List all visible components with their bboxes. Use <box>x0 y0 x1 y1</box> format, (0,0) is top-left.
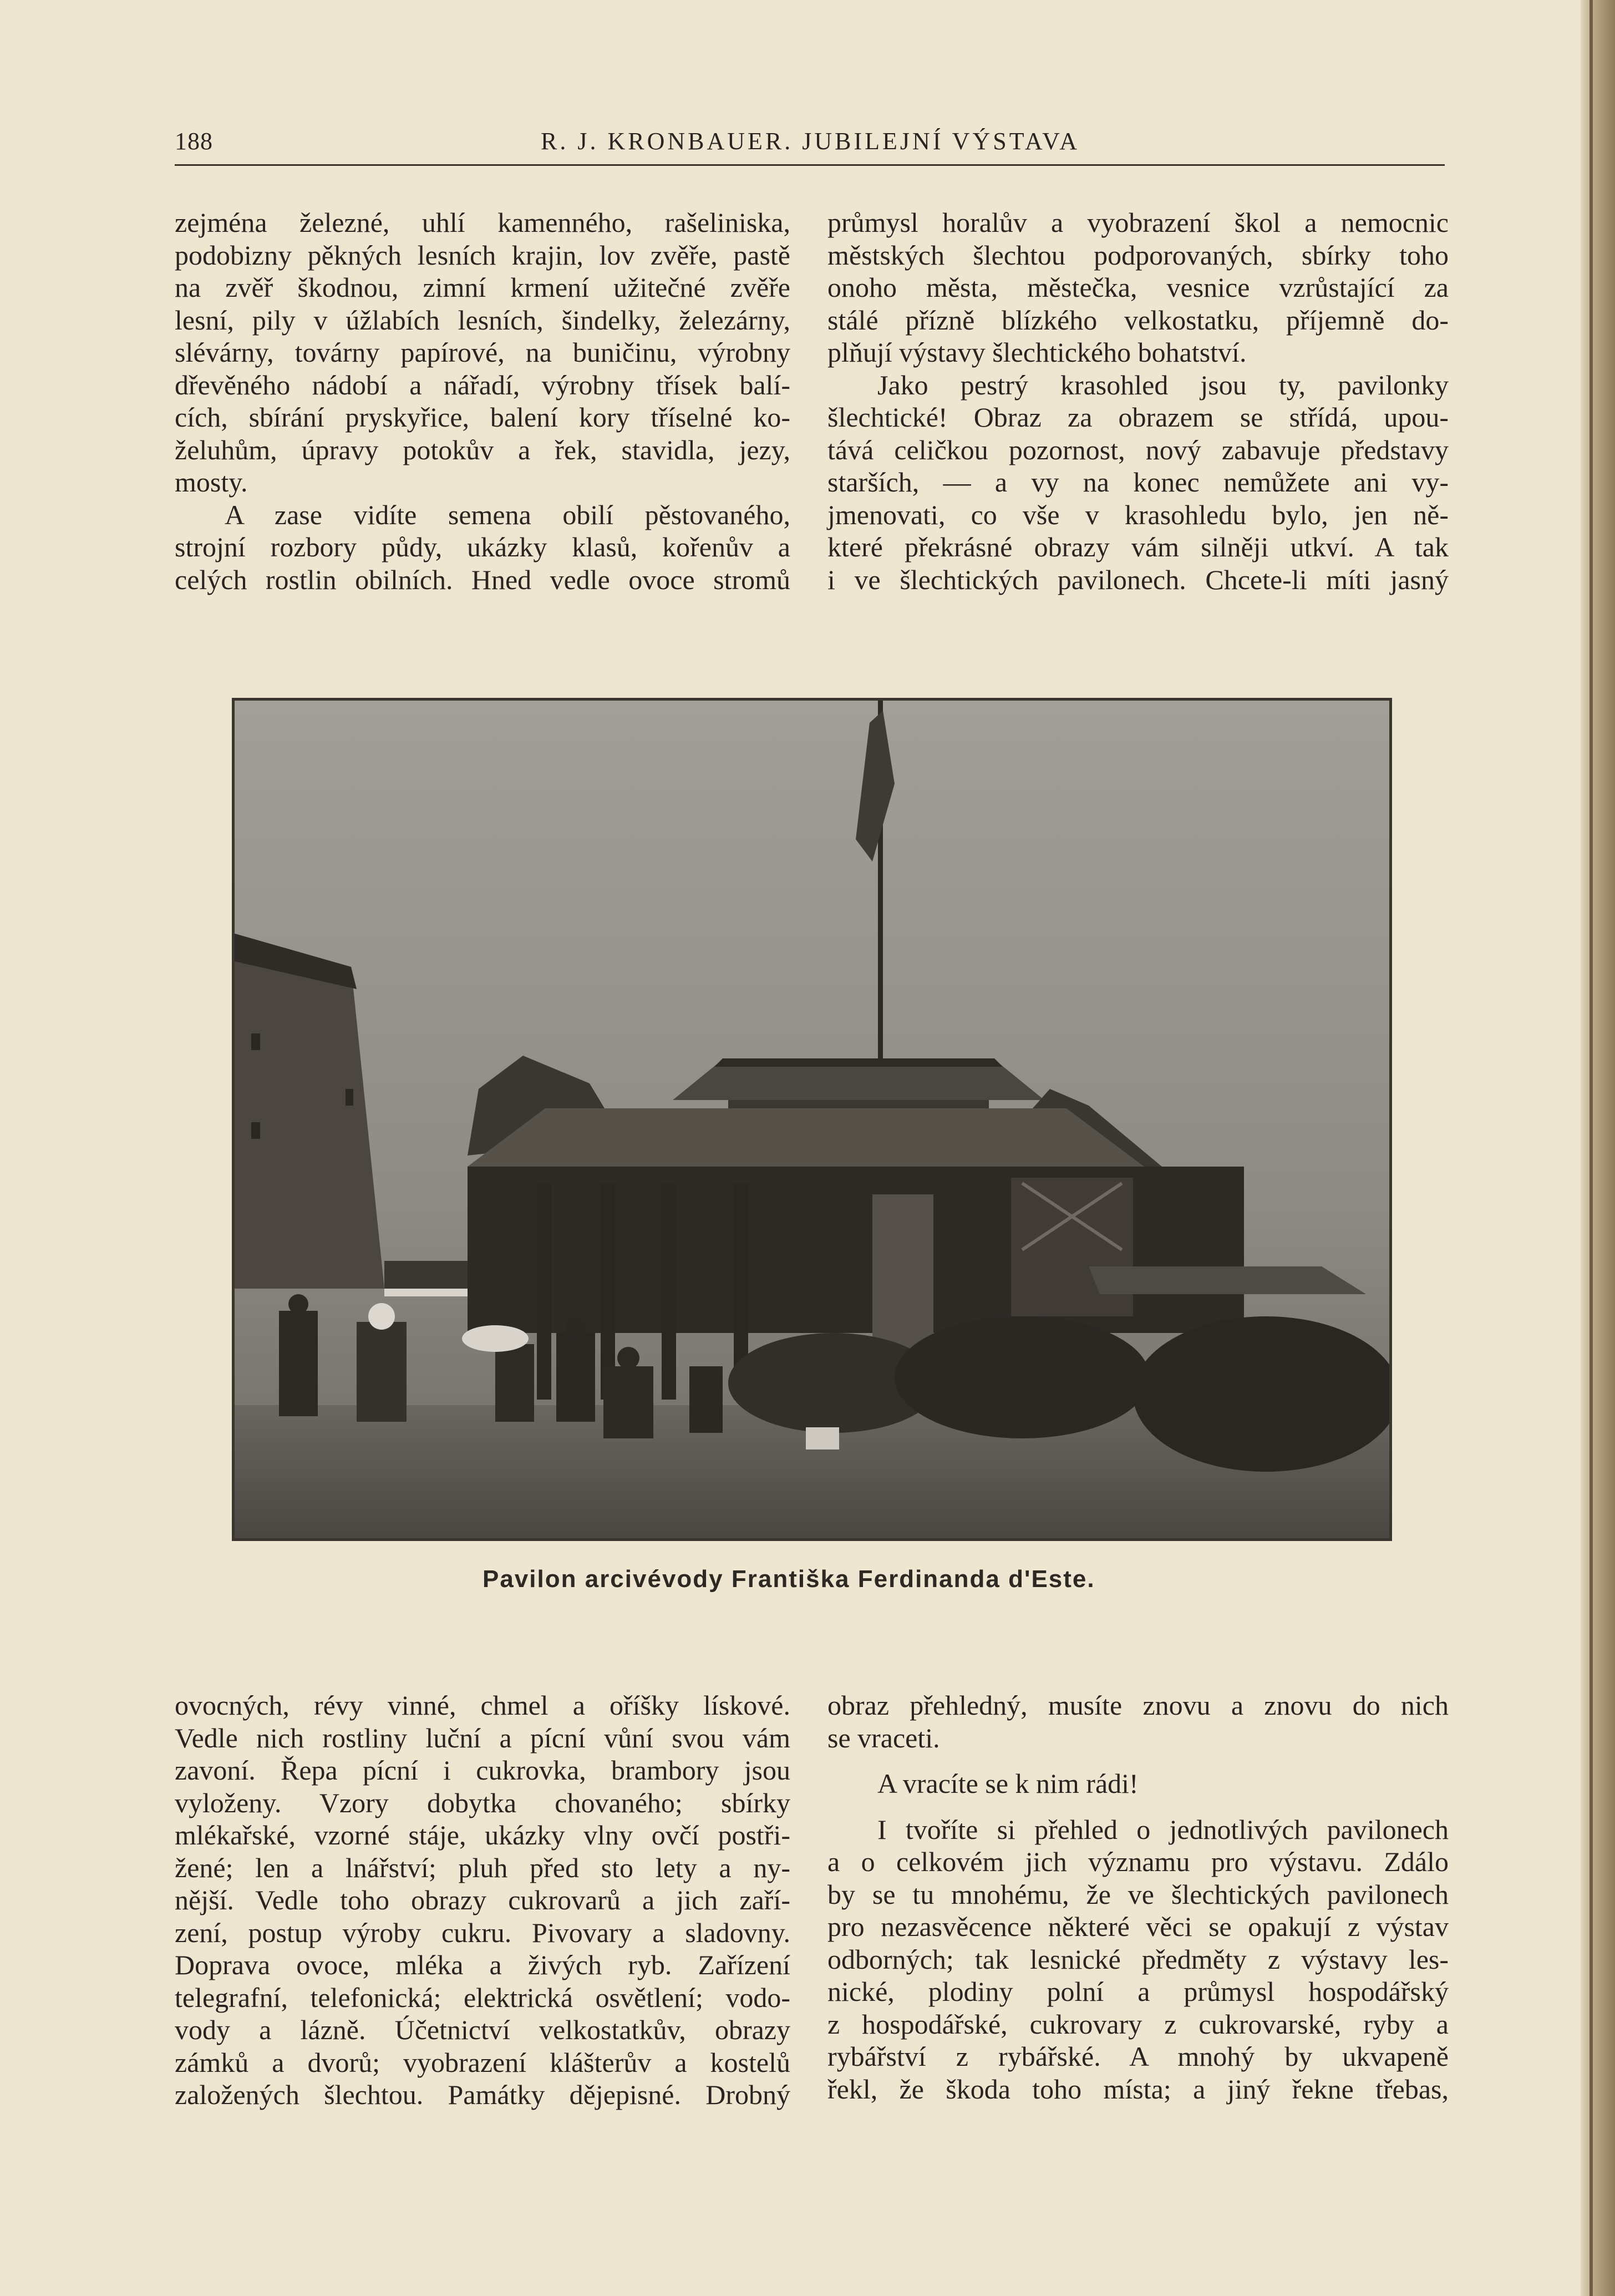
text-line: založených šlechtou. Památky dějepisné. Drobný <box>175 2079 790 2110</box>
text-line: I tvoříte si přehled o jednotlivých pavilonech <box>877 1813 1449 1845</box>
text-line: i ve šlechtických pavilonech. Chcete-li míti jasný <box>827 564 1449 595</box>
paragraph <box>175 206 790 499</box>
text-line: průmysl horalův a vyobrazení škol a nemocnic <box>827 207 1449 238</box>
text-line: dřevěného nádobí a nářadí, výrobny třísek balí- <box>175 369 790 401</box>
text-line: podobizny pěkných lesních krajin, lov zvěře, pastě <box>175 239 790 271</box>
text-line: žené; len a lnářství; pluh před sto lety a ny- <box>175 1852 790 1883</box>
paragraph <box>827 1813 1449 2106</box>
text-line: A zase vidíte semena obilí pěstovaného, <box>225 499 790 530</box>
paragraph <box>827 1689 1449 1754</box>
text-column-bottom-left <box>175 1689 790 2111</box>
text-column-top-right <box>827 206 1449 596</box>
text-line: ovocných, révy vinné, chmel a oříšky lískové. <box>175 1690 790 1721</box>
text-line: strojní rozbory půdy, ukázky klasů, kořenův a <box>175 531 790 562</box>
text-line: zení, postup výroby cukru. Pivovary a sladovny. <box>175 1917 790 1948</box>
text-line: a o celkovém jich významu pro výstavu. Zdálo <box>827 1846 1449 1877</box>
text-line: mlékařské, vzorné stáje, ukázky vlny ovčí postři- <box>175 1819 790 1851</box>
text-line: slévárny, továrny papírové, na buničinu, výrobny <box>175 337 790 368</box>
text-line: nické, plodiny polní a průmysl hospodářský <box>827 1976 1449 2007</box>
header-rule <box>175 164 1445 166</box>
text-line: lesní, pily v úžlabích lesních, šindelky, železárny, <box>175 304 790 336</box>
paragraph <box>175 1689 790 2111</box>
text-line: městských šlechtou podporovaných, sbírky toho <box>827 239 1449 271</box>
text-line: zejména železné, uhlí kamenného, rašeliniska, <box>175 207 790 238</box>
text-line: starších, — a vy na konec nemůžete ani vy- <box>827 467 1449 498</box>
text-line: tává celičkou pozornost, nový zabavuje představy <box>827 434 1449 465</box>
text-line: zámků a dvorů; vyobrazení klášterův a kostelů <box>175 2046 790 2078</box>
text-line: z hospodářské, cukrovary z cukrovarské, ryby a <box>827 2008 1449 2040</box>
text-line: cích, sbírání pryskyřice, balení kory tříselné ko- <box>175 402 790 433</box>
text-line: plňují výstavy šlechtického bohatství. <box>827 337 1247 368</box>
text-line: vody a lázně. Účetnictví velkostatkův, obrazy <box>175 2014 790 2045</box>
paragraph <box>827 206 1449 369</box>
text-line: pro nezasvěcence některé věci se opakují z výstav <box>827 1911 1449 1942</box>
text-line: se vraceti. <box>827 1722 940 1753</box>
text-line: rybářství z rybářské. A mnohý by ukvapeně <box>827 2041 1449 2072</box>
text-line: mosty. <box>175 467 248 498</box>
text-line: odborných; tak lesnické předměty z výstavy les- <box>827 1943 1449 1975</box>
text-line: celých rostlin obilních. Hned vedle ovoce stromů <box>175 564 790 595</box>
text-line: šlechtické! Obraz za obrazem se střídá, upou- <box>827 402 1449 433</box>
paragraph <box>175 499 790 596</box>
text-line: obraz přehledný, musíte znovu a znovu do nich <box>827 1690 1449 1721</box>
page-edge <box>1581 0 1615 2296</box>
page-number: 188 <box>175 128 213 155</box>
text-column-bottom-right <box>827 1689 1449 2105</box>
running-head: R. J. KRONBAUER. JUBILEJNÍ VÝSTAVA <box>541 128 1080 155</box>
pavilion-photograph <box>232 698 1392 1541</box>
text-line: Vedle nich rostliny luční a pícní vůní svou vám <box>175 1722 790 1753</box>
text-line: A vracíte se k nim rádi! <box>877 1768 1139 1799</box>
text-line: Jako pestrý krasohled jsou ty, pavilonky <box>877 369 1449 401</box>
paragraph <box>827 369 1449 596</box>
text-line: želuhům, úpravy potokův a řek, stavidla, jezy, <box>175 434 790 465</box>
text-line: vyloženy. Vzory dobytka chovaného; sbírky <box>175 1787 790 1818</box>
text-line: jmenovati, co vše v krasohledu bylo, jen ně- <box>827 499 1449 530</box>
text-line: by se tu mnohému, že ve šlechtických pavilonech <box>827 1878 1449 1910</box>
text-column-top-left <box>175 206 790 596</box>
text-line: řekl, že škoda toho místa; a jiný řekne třebas, <box>827 2073 1449 2105</box>
page-header <box>175 125 1445 164</box>
text-line: které překrásné obrazy vám silněji utkví. A tak <box>827 531 1449 562</box>
text-line: na zvěř škodnou, zimní krmení užitečné zvěře <box>175 272 790 303</box>
text-line: nější. Vedle toho obrazy cukrovarů a jich zaří- <box>175 1884 790 1915</box>
text-line: Doprava ovoce, mléka a živých ryb. Zařízení <box>175 1949 790 1980</box>
text-line: telegrafní, telefonická; elektrická osvětlení; vodo- <box>175 1981 790 2013</box>
paragraph <box>827 1767 1449 1800</box>
page-edge-shadow <box>1589 0 1593 2296</box>
figure-caption: Pavilon arcivévody Františka Ferdinanda d'Este. <box>483 1565 1095 1593</box>
text-line: zavoní. Řepa pícní i cukrovka, brambory jsou <box>175 1755 790 1786</box>
text-line: onoho města, městečka, vesnice vzrůstající za <box>827 272 1449 303</box>
photo-illustration <box>235 701 1389 1538</box>
text-line: stálé přízně blízkého velkostatku, příjemně do- <box>827 304 1449 336</box>
